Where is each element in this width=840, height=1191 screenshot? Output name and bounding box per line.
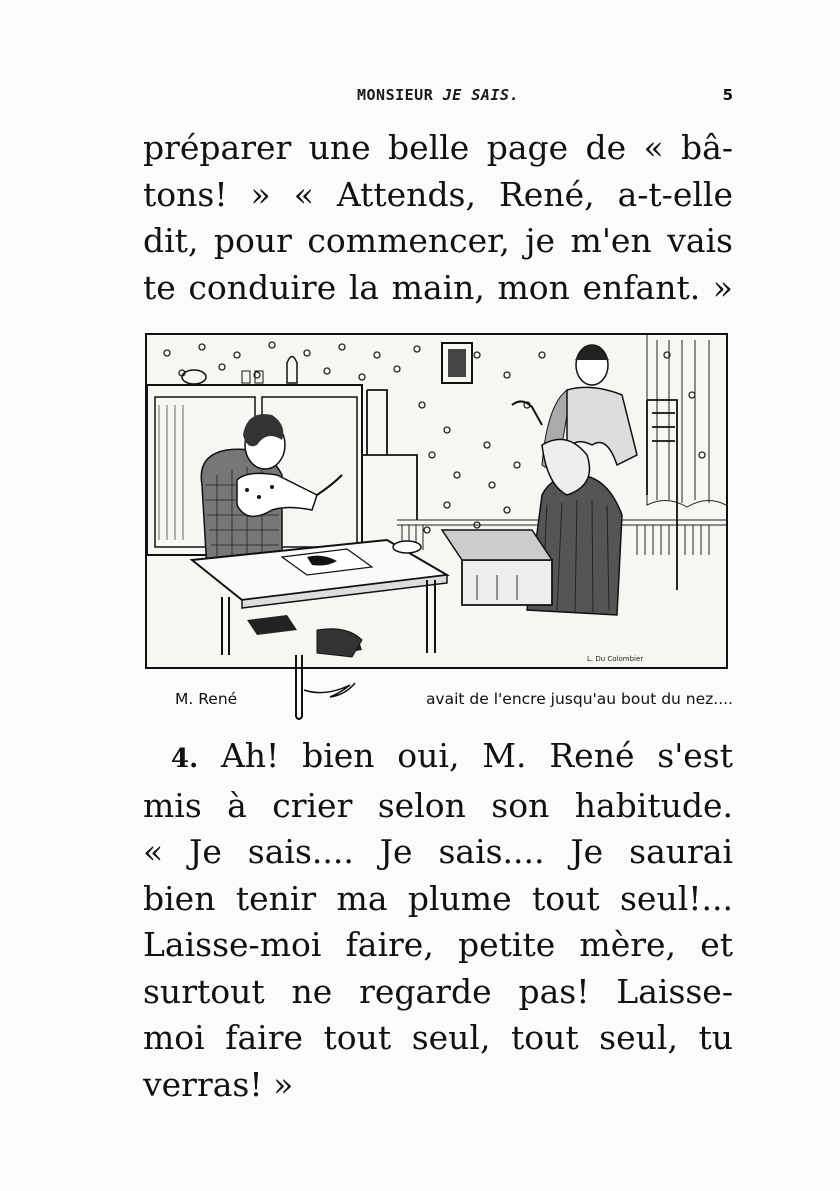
running-title-main: MONSIEUR: [356, 86, 443, 104]
text-line: dit, pour commencer, je m'en vais: [143, 221, 733, 260]
text-line: mis à crier selon son habitude.: [143, 785, 733, 825]
page-number: 5: [722, 86, 733, 104]
room-scene-drawing: [147, 335, 726, 667]
text-line: [143, 733, 733, 783]
text-line: « Je sais.... Je sais.... Je saurai: [143, 832, 733, 871]
paragraph-number: 4.: [171, 744, 199, 774]
text-line: bien tenir ma plume tout seul!...: [143, 878, 733, 918]
caption-left: M. René: [175, 690, 238, 708]
running-title-italic: JE SAIS.: [442, 86, 520, 104]
text-line: surtout ne regarde pas! Laisse-: [143, 971, 733, 1011]
text-line: Laisse-moi faire, petite mère, et: [143, 925, 733, 964]
artist-signature: L. Du Colombier: [587, 655, 644, 663]
text-line: verras! »: [143, 1064, 294, 1104]
text-line: préparer une belle page de « bâ-: [143, 128, 733, 167]
text-line: moi faire tout seul, tout seul, tu: [143, 1018, 733, 1057]
text-line: tons! » « Attends, René, a-t-elle: [143, 174, 733, 214]
text-line-first: Ah! bien oui, M. René s'est: [198, 736, 733, 775]
caption-right: avait de l'encre jusqu'au bout du nez....: [425, 690, 733, 708]
running-title: [143, 86, 733, 104]
paragraph-bottom: [143, 733, 733, 1108]
illustration-caption: [143, 688, 733, 714]
engraving-illustration: [145, 333, 728, 669]
running-head: [143, 86, 733, 108]
text-line: te conduire la main, mon enfant. »: [143, 267, 733, 307]
paragraph-top: [143, 125, 733, 311]
